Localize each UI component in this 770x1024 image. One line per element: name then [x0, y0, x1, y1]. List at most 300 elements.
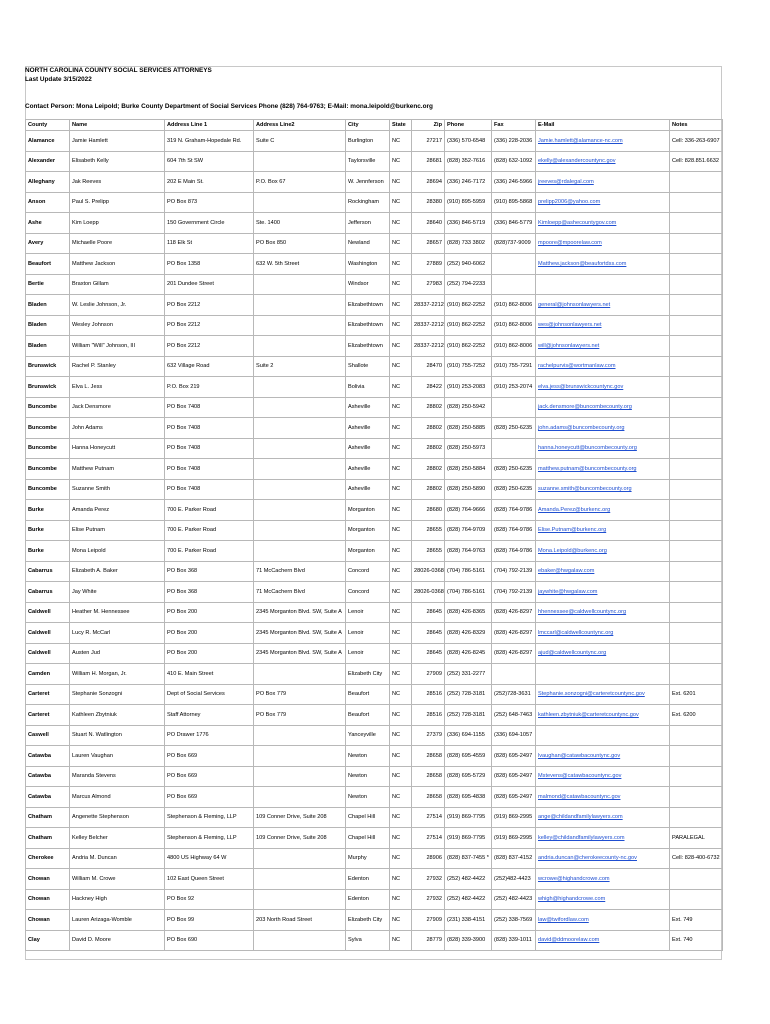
- cell-city: Morganton: [346, 520, 390, 541]
- cell-address2: [254, 479, 346, 500]
- email-link[interactable]: Mona.Leipold@burkenc.org: [536, 541, 670, 562]
- cell-notes: [670, 561, 723, 582]
- cell-notes: [670, 500, 723, 521]
- cell-zip: 28802: [412, 479, 445, 500]
- email-link[interactable]: kelley@childandfamilylawyers.com: [536, 828, 670, 849]
- cell-phone: (828) 695-5729: [445, 766, 492, 787]
- last-update: Last Update 3/15/2022: [25, 76, 92, 83]
- table-row: [26, 520, 723, 541]
- cell-notes: [670, 397, 723, 418]
- cell-fax: (828) 426-8297: [492, 643, 536, 664]
- cell-notes: Cell: 336-263-6907: [670, 131, 723, 152]
- cell-phone: (252) 794-2233: [445, 274, 492, 295]
- email-link[interactable]: lvaughan@catawbacountync.gov: [536, 746, 670, 767]
- cell-phone: (919) 869-7795: [445, 828, 492, 849]
- email-link[interactable]: andria.duncan@cherokeecounty-nc.gov: [536, 848, 670, 869]
- cell-address2: 632 W. 5th Street: [254, 254, 346, 275]
- email-link[interactable]: Matthew.jackson@beaufortdss.com: [536, 254, 670, 275]
- cell-state: NC: [390, 233, 412, 254]
- cell-address1: 632 Village Road: [165, 356, 254, 377]
- email-link[interactable]: rachelpurvis@wortmanlaw.com: [536, 356, 670, 377]
- table-row: [26, 910, 723, 931]
- cell-notes: [670, 746, 723, 767]
- cell-phone: (828) 250-5890: [445, 479, 492, 500]
- cell-zip: 27932: [412, 889, 445, 910]
- cell-notes: [670, 459, 723, 480]
- email-link[interactable]: law@twifordlaw.com: [536, 910, 670, 931]
- email-link[interactable]: Kimloepp@ashecountygov.com: [536, 213, 670, 234]
- cell-phone: (336) 246-7172: [445, 172, 492, 193]
- email-link[interactable]: ajud@caldwellcountync.org: [536, 643, 670, 664]
- cell-phone: (828) 426-8365: [445, 602, 492, 623]
- cell-city: Newton: [346, 787, 390, 808]
- cell-county: Bertie: [26, 274, 70, 295]
- cell-county: Alleghany: [26, 172, 70, 193]
- table-row: [26, 438, 723, 459]
- cell-state: NC: [390, 356, 412, 377]
- cell-address2: Suite C: [254, 131, 346, 152]
- cell-city: Edenton: [346, 869, 390, 890]
- cell-fax: (828) 250-6235: [492, 459, 536, 480]
- cell-fax: (252)728-3631: [492, 684, 536, 705]
- cell-address2: Suite 2: [254, 356, 346, 377]
- cell-county: Alamance: [26, 131, 70, 152]
- cell-address1: PO Box 669: [165, 766, 254, 787]
- cell-fax: (336) 246-5966: [492, 172, 536, 193]
- cell-zip: 28645: [412, 623, 445, 644]
- cell-zip: 28380: [412, 192, 445, 213]
- cell-notes: [670, 418, 723, 439]
- cell-phone: (828) 733 3802: [445, 233, 492, 254]
- cell-address2: P.O. Box 67: [254, 172, 346, 193]
- cell-zip: 28779: [412, 930, 445, 951]
- cell-notes: [670, 602, 723, 623]
- cell-address2: [254, 664, 346, 685]
- cell-county: Chowan: [26, 869, 70, 890]
- cell-state: NC: [390, 828, 412, 849]
- cell-city: Jefferson: [346, 213, 390, 234]
- table-row: [26, 684, 723, 705]
- email-link[interactable]: hhennessee@caldwellcountync.org: [536, 602, 670, 623]
- email-link[interactable]: Amanda.Perez@burkenc.org: [536, 500, 670, 521]
- cell-zip: 28422: [412, 377, 445, 398]
- cell-phone: (252) 331-2277: [445, 664, 492, 685]
- cell-phone: (336) 846-5719: [445, 213, 492, 234]
- cell-city: Concord: [346, 561, 390, 582]
- email-link[interactable]: john.adams@buncombecounty.org: [536, 418, 670, 439]
- cell-state: NC: [390, 561, 412, 582]
- cell-phone: (828) 764-9709: [445, 520, 492, 541]
- column-header-zip: Zip: [412, 120, 445, 131]
- email-link[interactable]: ekelly@alexandercountync.gov: [536, 151, 670, 172]
- cell-name: Elizabeth A. Baker: [70, 561, 165, 582]
- cell-fax: (252) 482-4423: [492, 889, 536, 910]
- cell-address1: 150 Government Circle: [165, 213, 254, 234]
- cell-county: Burke: [26, 541, 70, 562]
- cell-phone: (910) 755-7252: [445, 356, 492, 377]
- cell-address2: Ste. 1400: [254, 213, 346, 234]
- cell-state: NC: [390, 766, 412, 787]
- email-link[interactable]: suzanne.smith@buncombecounty.org: [536, 479, 670, 500]
- cell-address1: PO Box 7408: [165, 479, 254, 500]
- cell-city: Rockingham: [346, 192, 390, 213]
- cell-state: NC: [390, 787, 412, 808]
- contact-line: Contact Person: Mona Leipold; Burke County Department of Social Services Phone (828) 764-9763; E-Mail: mona.leipold@burkenc.org: [25, 103, 433, 110]
- cell-address2: 203 North Road Street: [254, 910, 346, 931]
- cell-address1: Stephenson & Fleming, LLP: [165, 807, 254, 828]
- cell-county: Bladen: [26, 295, 70, 316]
- email-link[interactable]: elva.jess@brunswickcountync.gov: [536, 377, 670, 398]
- email-link[interactable]: wcrowe@highandcrowe.com: [536, 869, 670, 890]
- cell-county: Buncombe: [26, 438, 70, 459]
- cell-state: NC: [390, 869, 412, 890]
- cell-address2: 2345 Morganton Blvd. SW, Suite A: [254, 623, 346, 644]
- email-link[interactable]: jaywhite@hwgalaw.com: [536, 582, 670, 603]
- cell-name: William H. Morgan, Jr.: [70, 664, 165, 685]
- cell-zip: 28655: [412, 541, 445, 562]
- table-row: [26, 889, 723, 910]
- cell-notes: Ext. 740: [670, 930, 723, 951]
- table-row: [26, 500, 723, 521]
- cell-notes: [670, 377, 723, 398]
- cell-fax: [492, 274, 536, 295]
- cell-email: [536, 274, 670, 295]
- cell-zip: 28658: [412, 766, 445, 787]
- cell-address1: PO Box 690: [165, 930, 254, 951]
- table-row: [26, 377, 723, 398]
- cell-name: Austen Jud: [70, 643, 165, 664]
- cell-name: Heather M. Hennessee: [70, 602, 165, 623]
- cell-county: Bladen: [26, 336, 70, 357]
- cell-county: Burke: [26, 500, 70, 521]
- cell-city: Windsor: [346, 274, 390, 295]
- cell-phone: (828) 250-5884: [445, 459, 492, 480]
- cell-city: Asheville: [346, 418, 390, 439]
- cell-fax: (336) 228-2036: [492, 131, 536, 152]
- cell-state: NC: [390, 213, 412, 234]
- cell-address1: PO Box 669: [165, 746, 254, 767]
- cell-notes: [670, 664, 723, 685]
- cell-fax: (828) 695-2497: [492, 787, 536, 808]
- cell-city: Newland: [346, 233, 390, 254]
- cell-county: Carteret: [26, 684, 70, 705]
- cell-notes: [670, 192, 723, 213]
- email-link[interactable]: malmond@catawbacountync.gov: [536, 787, 670, 808]
- column-header-email: E-Mail: [536, 120, 670, 131]
- cell-zip: 27909: [412, 910, 445, 931]
- table-row: [26, 643, 723, 664]
- cell-fax: (704) 792-2139: [492, 582, 536, 603]
- cell-name: Mona Leipold: [70, 541, 165, 562]
- cell-city: Chapel Hill: [346, 807, 390, 828]
- cell-fax: (828) 837-4152: [492, 848, 536, 869]
- column-header-phone: Phone: [445, 120, 492, 131]
- cell-address2: [254, 766, 346, 787]
- cell-name: Maranda Stevens: [70, 766, 165, 787]
- cell-state: NC: [390, 336, 412, 357]
- cell-notes: [670, 582, 723, 603]
- cell-city: Murphy: [346, 848, 390, 869]
- cell-notes: [670, 438, 723, 459]
- cell-phone: (828) 764-9666: [445, 500, 492, 521]
- cell-fax: (828) 764-9786: [492, 500, 536, 521]
- cell-fax: (828) 250-6235: [492, 479, 536, 500]
- cell-phone: (828) 426-8245: [445, 643, 492, 664]
- cell-address2: [254, 418, 346, 439]
- cell-address1: Staff Attorney: [165, 705, 254, 726]
- cell-address1: PO Box 7408: [165, 418, 254, 439]
- cell-fax: (910) 862-8006: [492, 336, 536, 357]
- cell-address2: [254, 151, 346, 172]
- attorneys-table: [25, 119, 723, 951]
- email-link[interactable]: lmccarl@caldwellcountync.org: [536, 623, 670, 644]
- cell-state: NC: [390, 705, 412, 726]
- cell-county: Alexander: [26, 151, 70, 172]
- cell-phone: (231) 338-4151: [445, 910, 492, 931]
- cell-city: Morganton: [346, 500, 390, 521]
- cell-fax: (910) 895-5868: [492, 192, 536, 213]
- email-link[interactable]: Jamie.hamlett@alamance-nc.com: [536, 131, 670, 152]
- cell-city: Beaufort: [346, 684, 390, 705]
- cell-name: Kim Loepp: [70, 213, 165, 234]
- email-link[interactable]: general@johnsonlawyers.net: [536, 295, 670, 316]
- table-row: [26, 541, 723, 562]
- column-header-state: State: [390, 120, 412, 131]
- cell-zip: 28681: [412, 151, 445, 172]
- cell-zip: 28645: [412, 643, 445, 664]
- table-row: [26, 664, 723, 685]
- cell-address1: 319 N. Graham-Hopedale Rd.: [165, 131, 254, 152]
- cell-zip: 28802: [412, 438, 445, 459]
- cell-notes: [670, 643, 723, 664]
- cell-state: NC: [390, 889, 412, 910]
- cell-notes: [670, 233, 723, 254]
- table-row: [26, 787, 723, 808]
- cell-zip: 28516: [412, 705, 445, 726]
- cell-county: Chatham: [26, 828, 70, 849]
- cell-address1: 700 E. Parker Road: [165, 520, 254, 541]
- cell-address1: PO Box 7408: [165, 397, 254, 418]
- table-row: [26, 172, 723, 193]
- email-link[interactable]: ange@childandfamilylawyers.com: [536, 807, 670, 828]
- cell-name: Wesley Johnson: [70, 315, 165, 336]
- cell-address2: [254, 438, 346, 459]
- cell-zip: 28337-2212: [412, 336, 445, 357]
- cell-name: Lucy R. McCarl: [70, 623, 165, 644]
- cell-county: Brunswick: [26, 356, 70, 377]
- spreadsheet-page: [25, 66, 722, 951]
- cell-phone: (828) 352-7616: [445, 151, 492, 172]
- cell-zip: 28802: [412, 459, 445, 480]
- email-link[interactable]: Stephanie.sonzogni@carteretcountync.gov: [536, 684, 670, 705]
- cell-address1: PO Box 200: [165, 643, 254, 664]
- email-link[interactable]: Elise.Putnam@burkenc.org: [536, 520, 670, 541]
- cell-address1: PO Box 200: [165, 623, 254, 644]
- cell-state: NC: [390, 582, 412, 603]
- cell-phone: (910) 862-2252: [445, 336, 492, 357]
- cell-fax: (828) 695-2497: [492, 766, 536, 787]
- email-link[interactable]: matthew.putnam@buncombecounty.org: [536, 459, 670, 480]
- cell-state: NC: [390, 131, 412, 152]
- cell-address2: [254, 315, 346, 336]
- cell-fax: (910) 862-8006: [492, 295, 536, 316]
- cell-fax: (919) 869-2995: [492, 807, 536, 828]
- cell-address2: [254, 541, 346, 562]
- cell-fax: (252) 648-7463: [492, 705, 536, 726]
- email-link[interactable]: hanna.honeycutt@buncombecounty.org: [536, 438, 670, 459]
- cell-fax: (919) 869-2995: [492, 828, 536, 849]
- cell-name: Elva L. Jess: [70, 377, 165, 398]
- cell-county: Cherokee: [26, 848, 70, 869]
- cell-address1: 410 E. Main Street: [165, 664, 254, 685]
- cell-name: Rachel P. Stanley: [70, 356, 165, 377]
- cell-county: Beaufort: [26, 254, 70, 275]
- email-link[interactable]: Mstevens@catawbacountync.gov: [536, 766, 670, 787]
- cell-county: Chowan: [26, 889, 70, 910]
- cell-county: Brunswick: [26, 377, 70, 398]
- table-row: [26, 869, 723, 890]
- cell-fax: (828) 695-2497: [492, 746, 536, 767]
- cell-address2: [254, 869, 346, 890]
- cell-address1: PO Box 7408: [165, 459, 254, 480]
- table-row: [26, 930, 723, 951]
- cell-county: Cabarrus: [26, 582, 70, 603]
- cell-county: Caldwell: [26, 602, 70, 623]
- cell-phone: (828) 339-3900: [445, 930, 492, 951]
- table-row: [26, 459, 723, 480]
- cell-state: NC: [390, 684, 412, 705]
- cell-address2: [254, 725, 346, 746]
- cell-zip: 28516: [412, 684, 445, 705]
- cell-city: Elizabeth City: [346, 664, 390, 685]
- cell-address2: 2345 Morganton Blvd. SW, Suite A: [254, 602, 346, 623]
- table-row: [26, 725, 723, 746]
- cell-address2: [254, 930, 346, 951]
- cell-state: NC: [390, 315, 412, 336]
- cell-notes: [670, 336, 723, 357]
- cell-name: Elisabeth Kelly: [70, 151, 165, 172]
- email-link[interactable]: david@ddmoorelaw.com: [536, 930, 670, 951]
- cell-zip: 28337-2212: [412, 315, 445, 336]
- cell-name: Braxton Gillam: [70, 274, 165, 295]
- cell-address1: Stephenson & Fleming, LLP: [165, 828, 254, 849]
- cell-city: Asheville: [346, 479, 390, 500]
- cell-address1: 201 Dundee Street: [165, 274, 254, 295]
- cell-name: Matthew Jackson: [70, 254, 165, 275]
- header-row: [26, 120, 723, 131]
- cell-fax: (828) 632-1092: [492, 151, 536, 172]
- cell-address2: [254, 889, 346, 910]
- cell-address1: PO Box 1358: [165, 254, 254, 275]
- email-link[interactable]: ebaker@hwgalaw.com: [536, 561, 670, 582]
- cell-address1: PO Box 2212: [165, 336, 254, 357]
- cell-state: NC: [390, 192, 412, 213]
- email-link[interactable]: kathleen.zbytniuk@carteretcountync.gov: [536, 705, 670, 726]
- cell-phone: (910) 895-5959: [445, 192, 492, 213]
- cell-county: Caldwell: [26, 623, 70, 644]
- cell-county: Cabarrus: [26, 561, 70, 582]
- cell-state: NC: [390, 807, 412, 828]
- cell-city: Newton: [346, 746, 390, 767]
- cell-phone: (828) 695-4838: [445, 787, 492, 808]
- email-link[interactable]: whigh@highandcrowe.com: [536, 889, 670, 910]
- cell-email: [536, 664, 670, 685]
- cell-city: Shallote: [346, 356, 390, 377]
- column-header-address2: Address Line2: [254, 120, 346, 131]
- cell-notes: [670, 520, 723, 541]
- email-link[interactable]: prelipp2006@yahoo.com: [536, 192, 670, 213]
- cell-name: Angenette Stephenson: [70, 807, 165, 828]
- cell-notes: [670, 356, 723, 377]
- email-link[interactable]: jreeves@rdalegal.com: [536, 172, 670, 193]
- cell-city: Taylorsville: [346, 151, 390, 172]
- cell-notes: [670, 295, 723, 316]
- table-body: [26, 131, 723, 951]
- cell-name: Marcus Almond: [70, 787, 165, 808]
- cell-zip: 28680: [412, 500, 445, 521]
- table-row: [26, 233, 723, 254]
- cell-zip: 28906: [412, 848, 445, 869]
- cell-county: Buncombe: [26, 397, 70, 418]
- cell-address2: PO Box 850: [254, 233, 346, 254]
- email-link[interactable]: mpoore@mpoorelaw.com: [536, 233, 670, 254]
- cell-zip: 28645: [412, 602, 445, 623]
- cell-notes: [670, 254, 723, 275]
- cell-notes: Cell: 828-400-6732: [670, 848, 723, 869]
- email-link[interactable]: will@johnsonlawyers.net: [536, 336, 670, 357]
- cell-address2: [254, 295, 346, 316]
- cell-name: David D. Moore: [70, 930, 165, 951]
- cell-name: Hackney High: [70, 889, 165, 910]
- table-row: [26, 213, 723, 234]
- table-row: [26, 561, 723, 582]
- table-row: [26, 336, 723, 357]
- cell-address2: [254, 336, 346, 357]
- cell-state: NC: [390, 377, 412, 398]
- cell-address1: Dept of Social Services: [165, 684, 254, 705]
- table-row: [26, 356, 723, 377]
- cell-address1: PO Box 2212: [165, 295, 254, 316]
- cell-address1: PO Box 873: [165, 192, 254, 213]
- cell-phone: (252) 940-6062: [445, 254, 492, 275]
- cell-fax: (828) 426-8297: [492, 602, 536, 623]
- cell-fax: (828) 339-1011: [492, 930, 536, 951]
- cell-fax: (336) 846-5779: [492, 213, 536, 234]
- cell-phone: (910) 862-2252: [445, 295, 492, 316]
- cell-state: NC: [390, 295, 412, 316]
- cell-fax: (252) 338-7569: [492, 910, 536, 931]
- cell-zip: 27909: [412, 664, 445, 685]
- table-row: [26, 705, 723, 726]
- cell-notes: [670, 274, 723, 295]
- email-link[interactable]: wes@johnsonlawyers.net: [536, 315, 670, 336]
- cell-address2: 109 Conner Drive, Suite 208: [254, 807, 346, 828]
- cell-phone: (828) 250-5885: [445, 418, 492, 439]
- email-link[interactable]: jack.densmore@buncombecounty.org: [536, 397, 670, 418]
- cell-phone: (910) 253-2083: [445, 377, 492, 398]
- cell-state: NC: [390, 664, 412, 685]
- cell-address1: 604 7th St SW: [165, 151, 254, 172]
- cell-address1: 700 E. Parker Road: [165, 541, 254, 562]
- cell-address1: 118 Elk St: [165, 233, 254, 254]
- cell-address1: PO Drawer 1776: [165, 725, 254, 746]
- cell-name: Elise Putnam: [70, 520, 165, 541]
- cell-city: Beaufort: [346, 705, 390, 726]
- cell-name: Lauren Vaughan: [70, 746, 165, 767]
- cell-address1: PO Box 99: [165, 910, 254, 931]
- cell-email: [536, 725, 670, 746]
- table-row: [26, 397, 723, 418]
